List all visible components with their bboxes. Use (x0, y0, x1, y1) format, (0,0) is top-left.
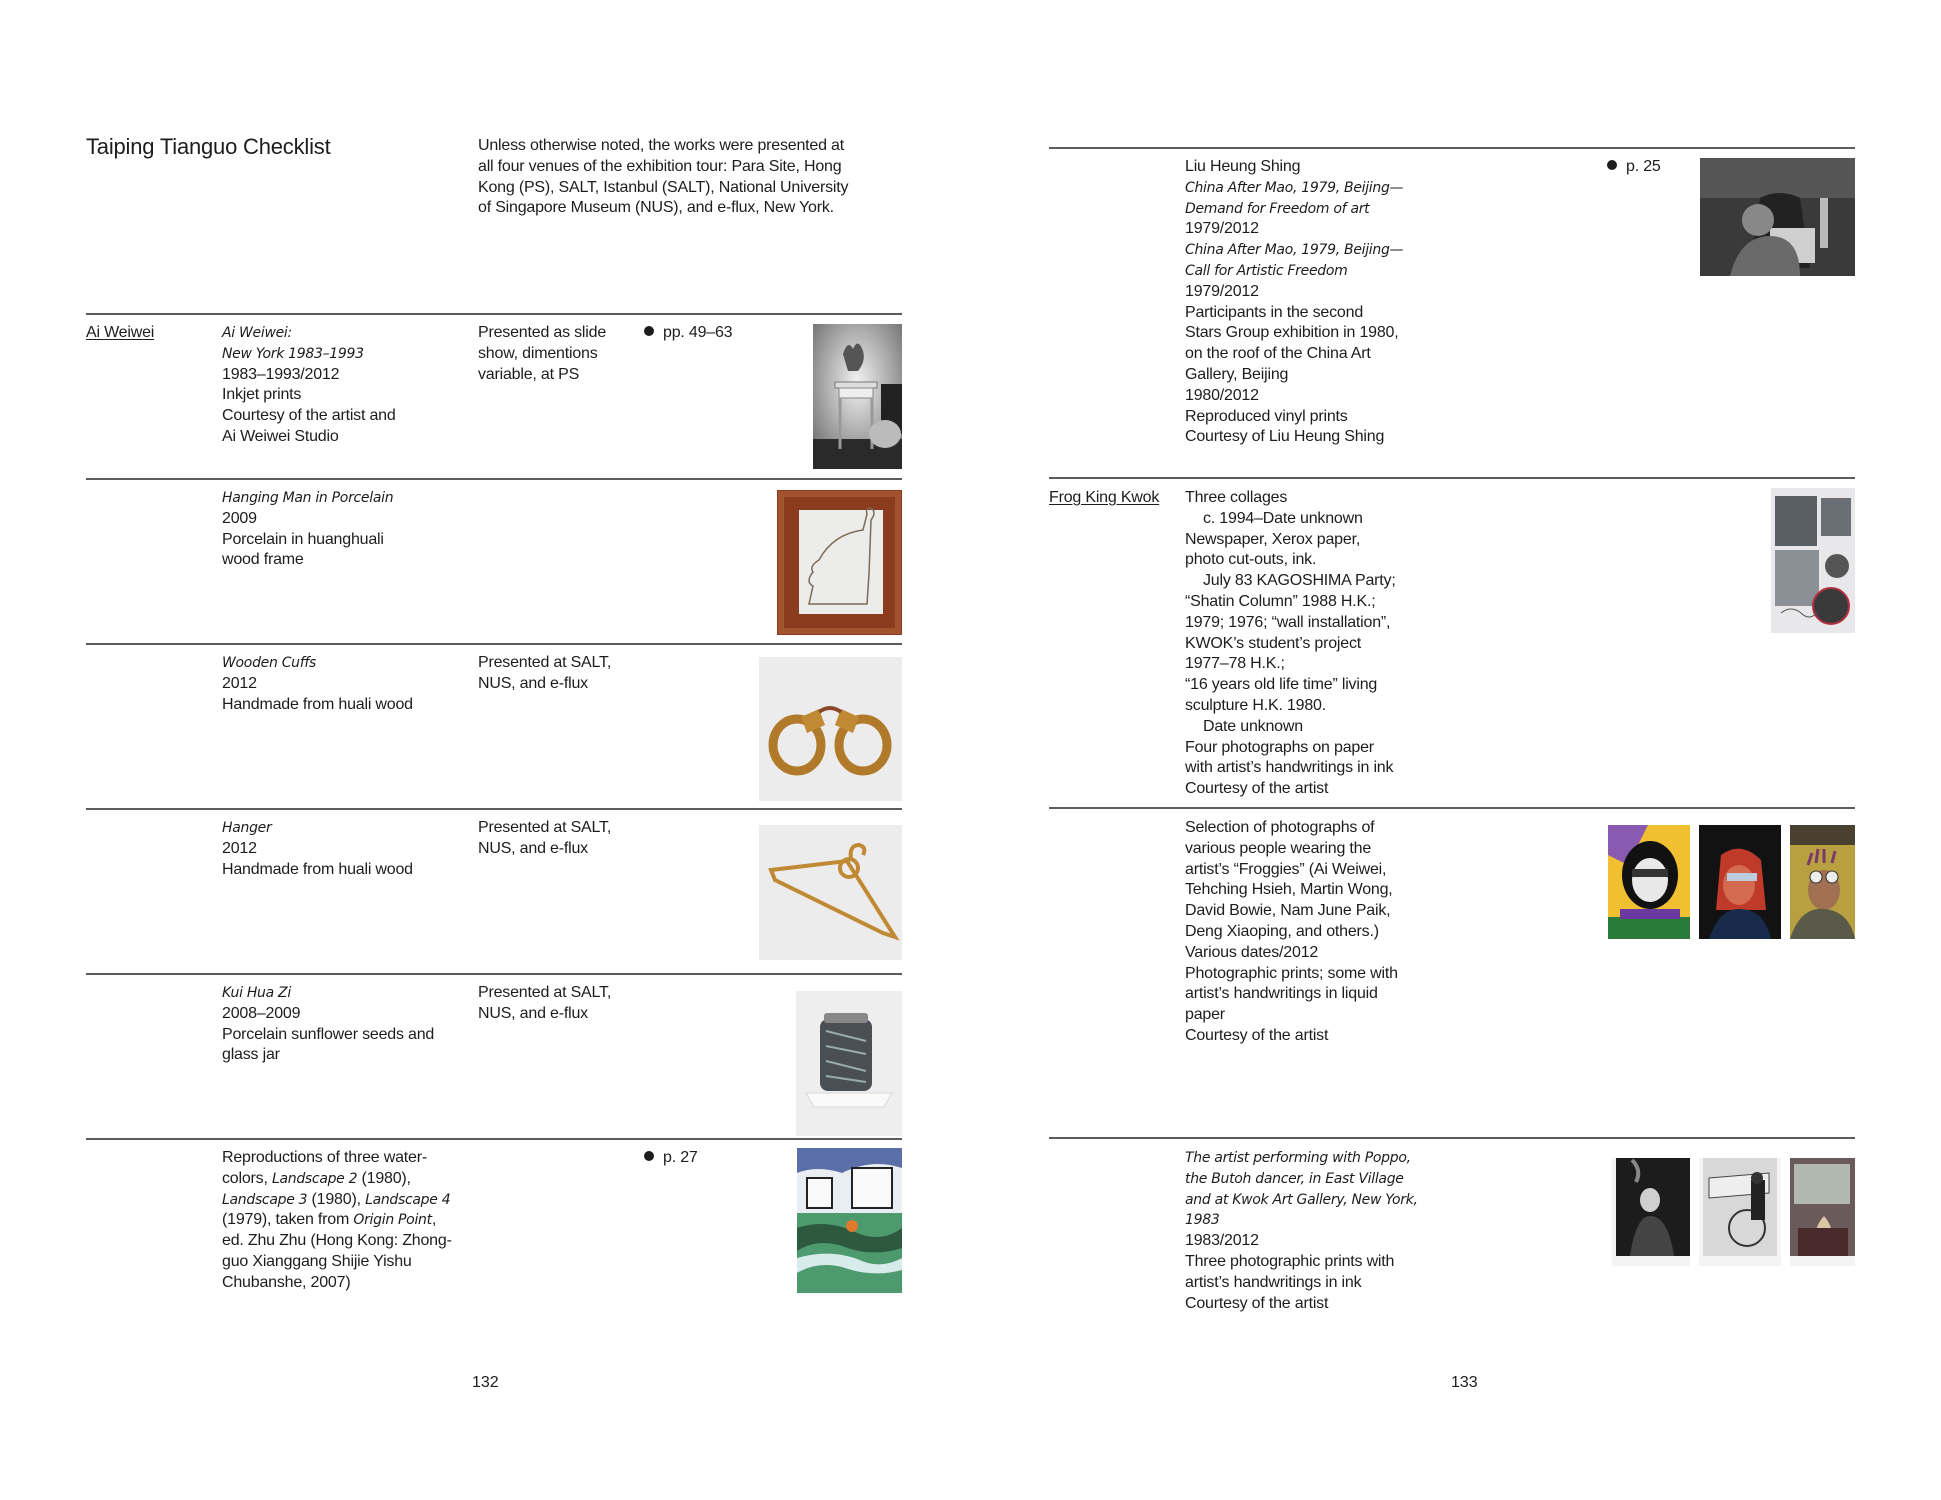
repro-title: Landscape 2 (271, 1170, 358, 1187)
work-entry (222, 323, 472, 448)
repro-line: guo Xianggang Shijie Yishu (222, 1252, 412, 1270)
note-line: show, dimentions (478, 344, 598, 362)
work-title: and at Kwok Art Gallery, New York, (1185, 1191, 1418, 1208)
artwork-image-wooden-cuffs (759, 657, 902, 801)
work-credit: Courtesy of Liu Heung Shing (1185, 428, 1385, 446)
work-title: 1977–78 H.K.; (1185, 655, 1285, 673)
work-title: Gallery, Beijing (1185, 365, 1289, 383)
work-date: 2009 (222, 509, 257, 527)
repro-title: Landscape 4 (365, 1191, 451, 1208)
work-title: Selection of photographs of (1185, 819, 1375, 836)
work-title: China After Mao, 1979, Beijing— (1185, 179, 1404, 196)
artwork-image-froggies-2 (1699, 825, 1781, 939)
work-medium: Three photographic prints with (1185, 1252, 1395, 1270)
repro-text: colors, (222, 1169, 272, 1187)
work-entry (222, 653, 472, 715)
work-entry (222, 983, 472, 1066)
repro-title: Landscape 3 (222, 1191, 308, 1208)
note-line: Presented as slide (478, 324, 607, 341)
work-title: artist’s “Froggies” (Ai Weiwei, (1185, 860, 1387, 878)
intro-line: Unless otherwise noted, the works were presented at (478, 137, 844, 154)
work-note (478, 818, 611, 860)
bullet-icon (644, 1151, 654, 1161)
work-medium: artist’s handwritings in ink (1185, 1273, 1362, 1291)
work-medium: Photographic prints; some with (1185, 964, 1398, 982)
work-date: 1983–1993/2012 (222, 365, 340, 383)
artwork-image-performance-1 (1612, 1158, 1690, 1266)
artist-name[interactable]: Ai Weiwei (86, 324, 155, 341)
work-date: 1980/2012 (1185, 386, 1259, 404)
artwork-image-performance-3 (1790, 1158, 1855, 1266)
work-title: Stars Group exhibition in 1980, (1185, 324, 1399, 342)
work-medium: Porcelain sunflower seeds and (222, 1025, 435, 1043)
divider (86, 478, 902, 480)
work-date: 1979/2012 (1185, 282, 1259, 300)
work-title: various people wearing the (1185, 839, 1372, 857)
repro-line: ed. Zhu Zhu (Hong Kong: Zhong- (222, 1232, 452, 1250)
work-title: New York 1983–1993 (222, 345, 364, 362)
repro-text: , (431, 1211, 437, 1229)
work-title: Demand for Freedom of art (1185, 200, 1370, 217)
work-medium: Handmade from huali wood (222, 860, 413, 878)
repro-line (222, 1190, 482, 1211)
artist-name[interactable]: Frog King Kwok (1049, 489, 1160, 506)
divider (86, 1138, 902, 1140)
repro-text: Reproductions of three water- (222, 1149, 427, 1166)
work-title: KWOK’s student’s project (1185, 634, 1362, 652)
repro-line (222, 1148, 482, 1169)
divider (86, 313, 902, 315)
work-title: “Shatin Column” 1988 H.K.; (1185, 592, 1376, 610)
divider (1049, 477, 1855, 479)
work-entry-performance (1185, 1148, 1465, 1314)
artwork-image-collage (1771, 488, 1855, 633)
work-title: on the roof of the China Art (1185, 345, 1371, 363)
work-date: 1983/2012 (1185, 1232, 1259, 1250)
bullet-icon (1607, 160, 1617, 170)
work-date: c. 1994–Date unknown (1203, 509, 1363, 527)
artwork-image-performance-2 (1699, 1158, 1781, 1266)
note-line: Presented at SALT, (478, 654, 612, 671)
divider (86, 808, 902, 810)
divider (86, 643, 902, 645)
work-title: Wooden Cuffs (222, 655, 316, 671)
work-title: Deng Xiaoping, and others.) (1185, 922, 1379, 940)
page-reference (644, 1148, 698, 1169)
work-title: July 83 KAGOSHIMA Party; (1203, 572, 1396, 590)
page-number: 133 (1451, 1374, 1478, 1391)
work-note (478, 653, 611, 695)
note-line: Presented at SALT, (478, 984, 612, 1001)
work-entry-froggies (1185, 818, 1465, 1047)
work-title: sculpture H.K. 1980. (1185, 696, 1326, 714)
page-reference (644, 323, 732, 344)
work-title: Ai Weiwei: (222, 325, 292, 341)
work-entry (222, 818, 472, 880)
work-title: The artist performing with Poppo, (1185, 1150, 1411, 1166)
intro-line: of Singapore Museum (NUS), and e-flux, New York. (478, 199, 834, 217)
work-medium: wood frame (222, 551, 304, 569)
repro-line: Chubanshe, 2007) (222, 1273, 351, 1291)
note-line: Presented at SALT, (478, 819, 612, 836)
work-credit: Courtesy of the artist (1185, 780, 1329, 798)
work-title: 1979; 1976; “wall installation”, (1185, 613, 1391, 631)
work-date: Various dates/2012 (1185, 943, 1319, 961)
work-entry (222, 488, 472, 571)
work-medium: Newspaper, Xerox paper, (1185, 530, 1361, 548)
divider (1049, 1137, 1855, 1139)
work-credit: Courtesy of the artist (1185, 1294, 1329, 1312)
note-line: variable, at PS (478, 365, 580, 383)
bullet-icon (644, 326, 654, 336)
artwork-image-froggies-3 (1790, 825, 1855, 939)
repro-line (222, 1169, 482, 1190)
work-medium: Porcelain in huanghuali (222, 530, 384, 548)
artwork-image-framed-hanger (777, 490, 902, 635)
divider (86, 973, 902, 975)
repro-title: Origin Point (353, 1212, 432, 1229)
artwork-image-watercolor (797, 1148, 902, 1293)
intro-line: Kong (PS), SALT, Istanbul (SALT), National University (478, 178, 849, 196)
work-credit: Courtesy of the artist (1185, 1026, 1329, 1044)
work-title: 1983 (1185, 1212, 1220, 1229)
intro-line: all four venues of the exhibition tour: Para Site, Hong (478, 157, 842, 175)
work-credit: Ai Weiwei Studio (222, 427, 339, 445)
page-number: 132 (472, 1374, 499, 1391)
artist-line: Liu Heung Shing (1185, 158, 1301, 175)
work-medium: Handmade from huali wood (222, 695, 413, 713)
artwork-image-crowd (1700, 158, 1855, 276)
page-ref-text: p. 27 (663, 1149, 698, 1166)
work-entry-reproductions (222, 1148, 482, 1294)
work-medium: paper (1185, 1006, 1225, 1024)
repro-text: (1980), (307, 1190, 366, 1208)
work-title: “16 years old life time” living (1185, 676, 1378, 694)
work-title: Participants in the second (1185, 303, 1364, 321)
artwork-image-seed-jar (796, 991, 902, 1136)
work-note (478, 983, 611, 1025)
artwork-image-table-photo (813, 324, 902, 469)
artwork-image-wooden-hanger (759, 825, 902, 960)
work-title: Three collages (1185, 489, 1288, 506)
intro-text (478, 136, 898, 219)
artwork-image-froggies-1 (1608, 825, 1690, 939)
work-date: Date unknown (1203, 717, 1303, 735)
work-title: Call for Artistic Freedom (1185, 262, 1348, 279)
work-title: the Butoh dancer, in East Village (1185, 1170, 1404, 1187)
repro-line (222, 1210, 482, 1231)
work-medium: artist’s handwritings in liquid (1185, 985, 1378, 1003)
note-line: NUS, and e-flux (478, 839, 588, 857)
work-date: 2012 (222, 674, 257, 692)
work-medium: glass jar (222, 1046, 280, 1064)
note-line: NUS, and e-flux (478, 674, 588, 692)
work-credit: Courtesy of the artist and (222, 407, 396, 425)
work-title: Kui Hua Zi (222, 985, 291, 1001)
divider (1049, 147, 1855, 149)
work-medium: Inkjet prints (222, 386, 302, 404)
work-entry-collages (1185, 488, 1465, 800)
page-ref-text: pp. 49–63 (663, 324, 733, 341)
work-entry-liu-heung-shing (1185, 157, 1465, 448)
repro-text: (1979), taken from (222, 1211, 354, 1229)
work-date: 2012 (222, 839, 257, 857)
work-date: 2008–2009 (222, 1004, 301, 1022)
page-reference (1607, 157, 1661, 178)
work-title: Hanger (222, 820, 272, 836)
work-medium: Reproduced vinyl prints (1185, 407, 1348, 425)
work-medium: Four photographs on paper (1185, 738, 1374, 756)
divider (1049, 807, 1855, 809)
work-note (478, 323, 606, 385)
work-date: 1979/2012 (1185, 220, 1259, 238)
work-title: China After Mao, 1979, Beijing— (1185, 242, 1404, 259)
work-title: Hanging Man in Porcelain (222, 490, 394, 506)
note-line: NUS, and e-flux (478, 1004, 588, 1022)
page-title: Taiping Tianguo Checklist (86, 134, 331, 159)
work-title: Tehching Hsieh, Martin Wong, (1185, 881, 1393, 899)
work-medium: with artist’s handwritings in ink (1185, 759, 1394, 777)
repro-text: (1980), (357, 1169, 411, 1187)
page-ref-text: p. 25 (1626, 158, 1661, 175)
work-title: David Bowie, Nam June Paik, (1185, 902, 1391, 920)
work-medium: photo cut-outs, ink. (1185, 551, 1317, 569)
